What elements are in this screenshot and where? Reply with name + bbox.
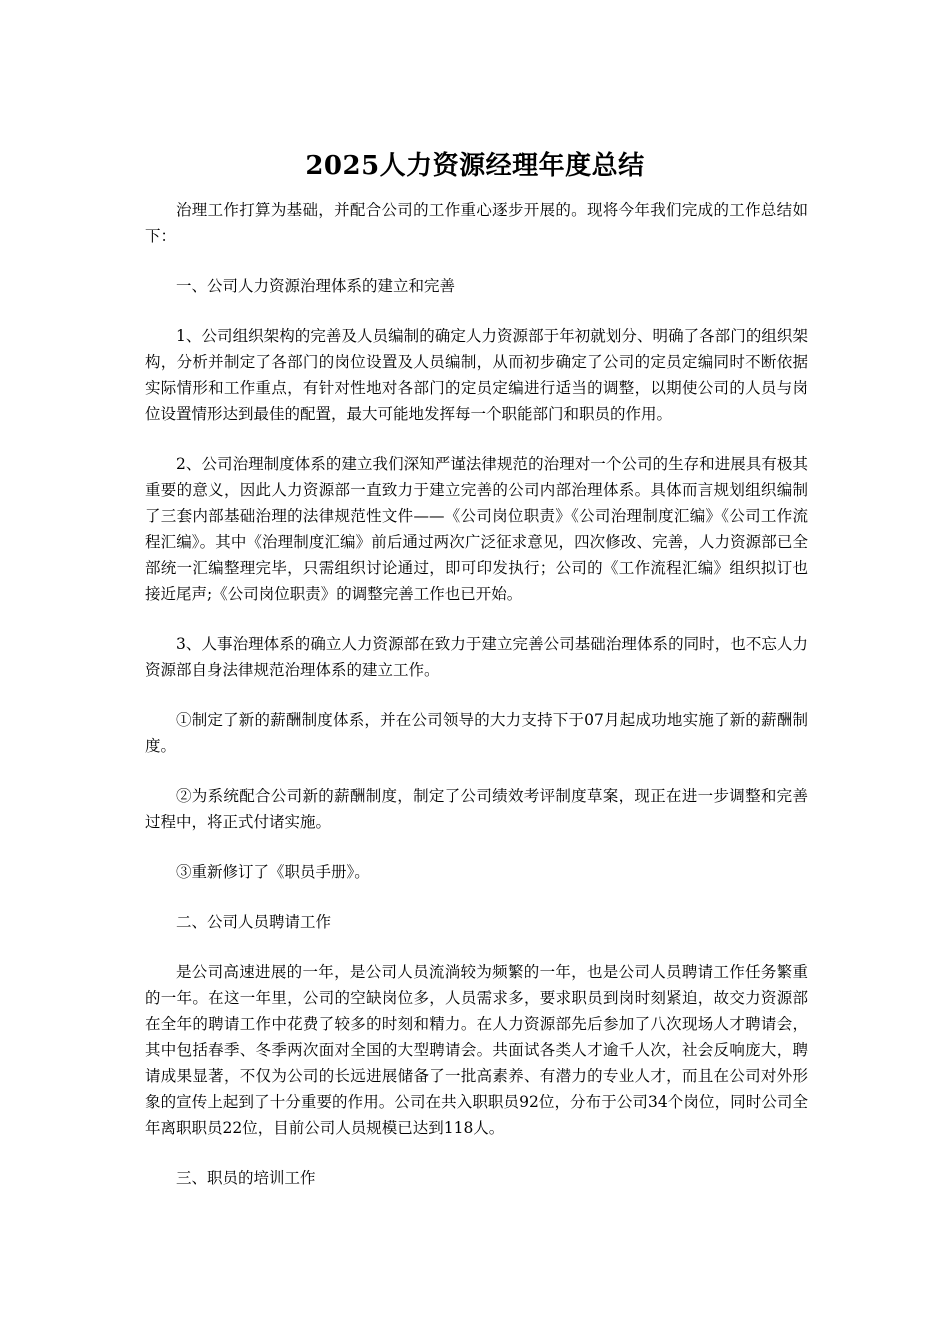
- section-heading-2: 二、公司人员聘请工作: [176, 913, 332, 931]
- list-item: ③重新修订了《职员手册》。: [176, 863, 370, 881]
- body-paragraph: 3、人事治理体系的确立人力资源部在致力于建立完善公司基础治理体系的同时，也不忘人力资源部自身法律规范治理体系的建立工作。: [145, 635, 808, 679]
- list-item: ②为系统配合公司新的薪酬制度，制定了公司绩效考评制度草案，现正在进一步调整和完善过程中，将正式付诸实施。: [145, 787, 808, 831]
- section-heading-3: 三、职员的培训工作: [176, 1169, 316, 1187]
- document-title: 2025人力资源经理年度总结: [305, 151, 645, 182]
- section-heading-1: 一、公司人力资源治理体系的建立和完善: [176, 277, 456, 295]
- body-paragraph: 2、公司治理制度体系的建立我们深知严谨法律规范的治理对一个公司的生存和进展具有极其重要的意义，因此人力资源部一直致力于建立完善的公司内部治理体系。具体而言规划组织编制了三套内部基础治理的法律规范性文件——《公司岗位职责》《公司治理制度汇编》《公司工作流程汇编》。其中《治理制度汇编》前后通过两次广泛征求意见，四次修改、完善，人力资源部已全部统一汇编整理完毕，只需组织讨论通过，即可印发执行；公司的《工作流程汇编》组织拟订也接近尾声;《公司岗位职责》的调整完善工作也已开始。: [145, 455, 808, 603]
- list-item: ①制定了新的薪酬制度体系，并在公司领导的大力支持下于07月起成功地实施了新的薪酬制度。: [145, 711, 808, 755]
- intro-paragraph: 治理工作打算为基础，并配合公司的工作重心逐步开展的。现将今年我们完成的工作总结如下：: [145, 201, 808, 245]
- document-body: [145, 197, 808, 1215]
- body-paragraph: 1、公司组织架构的完善及人员编制的确定人力资源部于年初就划分、明确了各部门的组织架构，分析并制定了各部门的岗位设置及人员编制，从而初步确定了公司的定员定编同时不断依据实际情形和工作重点，有针对性地对各部门的定员定编进行适当的调整，以期使公司的人员与岗位设置情形达到最佳的配置，最大可能地发挥每一个职能部门和职员的作用。: [145, 327, 808, 423]
- body-paragraph: 是公司高速进展的一年，是公司人员流淌较为频繁的一年，也是公司人员聘请工作任务繁重的一年。在这一年里，公司的空缺岗位多，人员需求多，要求职员到岗时刻紧迫，故交力资源部在全年的聘请工作中花费了较多的时刻和精力。在人力资源部先后参加了八次现场人才聘请会，其中包括春季、冬季两次面对全国的大型聘请会。共面试各类人才逾千人次，社会反响庞大，聘请成果显著，不仅为公司的长远进展储备了一批高素养、有潜力的专业人才，而且在公司对外形象的宣传上起到了十分重要的作用。公司在共入职职员92位，分布于公司34个岗位，同时公司全年离职职员22位，目前公司人员规模已达到118人。: [145, 963, 808, 1137]
